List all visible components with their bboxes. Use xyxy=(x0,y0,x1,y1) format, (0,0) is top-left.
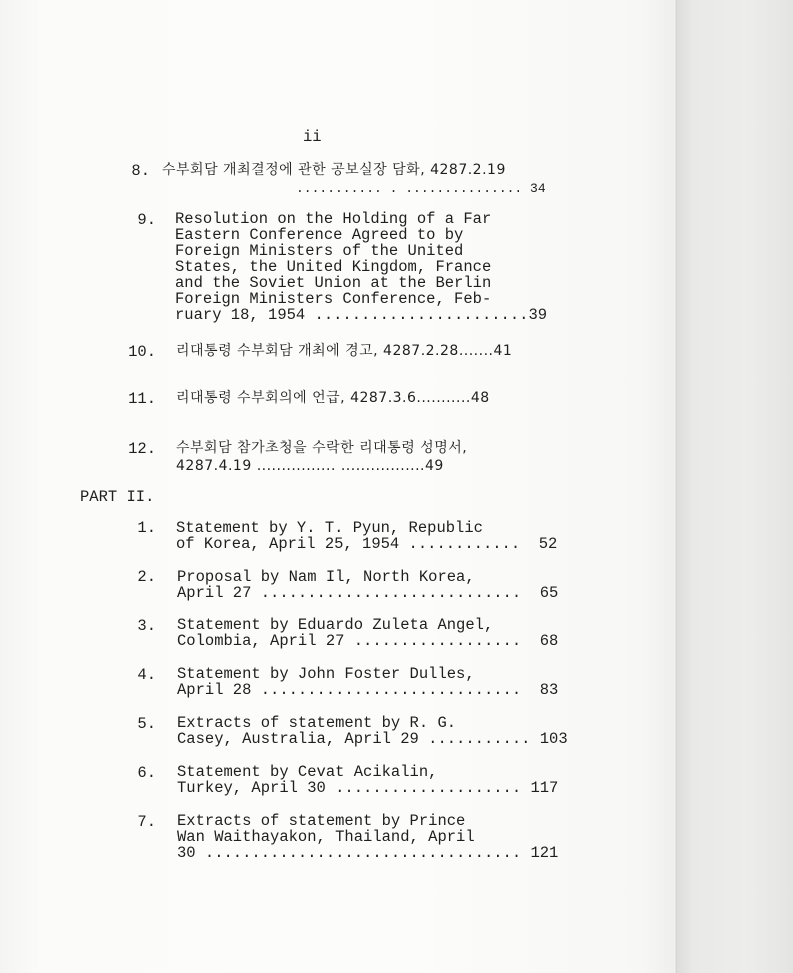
entry-title: 리대통령 수부회담 개최에 경고, 4287.2.28.......41 xyxy=(176,343,513,359)
page-edge xyxy=(674,0,677,973)
part-heading: PART II. xyxy=(80,488,155,506)
entry-title-line: Wan Waithayakon, Thailand, April xyxy=(177,828,475,846)
entry-title-line: Extracts of statement by R. G. xyxy=(177,714,457,732)
entry-title-line: ruary 18, 1954 .......................39 xyxy=(175,306,548,324)
entry-title-line: Resolution on the Holding of a Far xyxy=(175,210,492,228)
entry-title-line: and the Soviet Union at the Berlin xyxy=(175,274,492,292)
entry-title-line: Statement by Y. T. Pyun, Republic xyxy=(176,519,483,537)
entry-title-line: Turkey, April 30 .................... 117 xyxy=(177,779,559,797)
entry-number: 8. xyxy=(131,162,150,180)
entry-leader-page: ........... . ............... 34 xyxy=(296,181,546,196)
page-number: ii xyxy=(303,128,322,146)
entry-title: 수부회담 개최결정에 관한 공보실장 담화, 4287.2.19 xyxy=(162,162,506,178)
entry-number: 7. xyxy=(137,813,156,831)
entry-title-line: 30 .................................. 121 xyxy=(177,844,559,862)
entry-title-line: 4287.4.19 ................ .................49 xyxy=(176,458,444,474)
entry-number: 4. xyxy=(137,666,156,684)
entry-title-line: Eastern Conference Agreed to by xyxy=(175,226,464,244)
entry-number: 10. xyxy=(128,343,156,361)
entry-title-line: Proposal by Nam Il, North Korea, xyxy=(177,568,475,586)
entry-title-line: Extracts of statement by Prince xyxy=(177,812,466,830)
entry-number: 1. xyxy=(137,519,156,537)
entry-number: 6. xyxy=(137,764,156,782)
entry-title-line: States, the United Kingdom, France xyxy=(175,258,492,276)
entry-number: 5. xyxy=(137,715,156,733)
entry-number: 11. xyxy=(128,390,156,408)
entry-title-line: Colombia, April 27 .................. 68 xyxy=(177,632,559,650)
entry-title-line: April 27 ............................ 65 xyxy=(177,584,559,602)
entry-number: 2. xyxy=(137,568,156,586)
entry-title-line: Statement by Eduardo Zuleta Angel, xyxy=(177,616,494,634)
entry-number: 9. xyxy=(137,211,156,229)
entry-title-line: April 28 ............................ 83 xyxy=(177,681,559,699)
entry-title-line: Statement by John Foster Dulles, xyxy=(177,665,475,683)
entry-number: 12. xyxy=(128,440,156,458)
scan-background xyxy=(676,0,793,973)
entry-title-line: of Korea, April 25, 1954 ............ 52 xyxy=(176,535,558,553)
entry-title-line: 수부회담 참가초청을 수락한 리대통령 성명서, xyxy=(176,440,468,456)
entry-title-line: Statement by Cevat Acikalin, xyxy=(177,763,438,781)
entry-title-line: Foreign Ministers of the United xyxy=(175,242,464,260)
entry-number: 3. xyxy=(137,617,156,635)
entry-title: 리대통령 수부회의에 언급, 4287.3.6...........48 xyxy=(176,390,490,406)
entry-title-line: Foreign Ministers Conference, Feb- xyxy=(175,290,492,308)
entry-title-line: Casey, Australia, April 29 ........... 103 xyxy=(177,730,568,748)
